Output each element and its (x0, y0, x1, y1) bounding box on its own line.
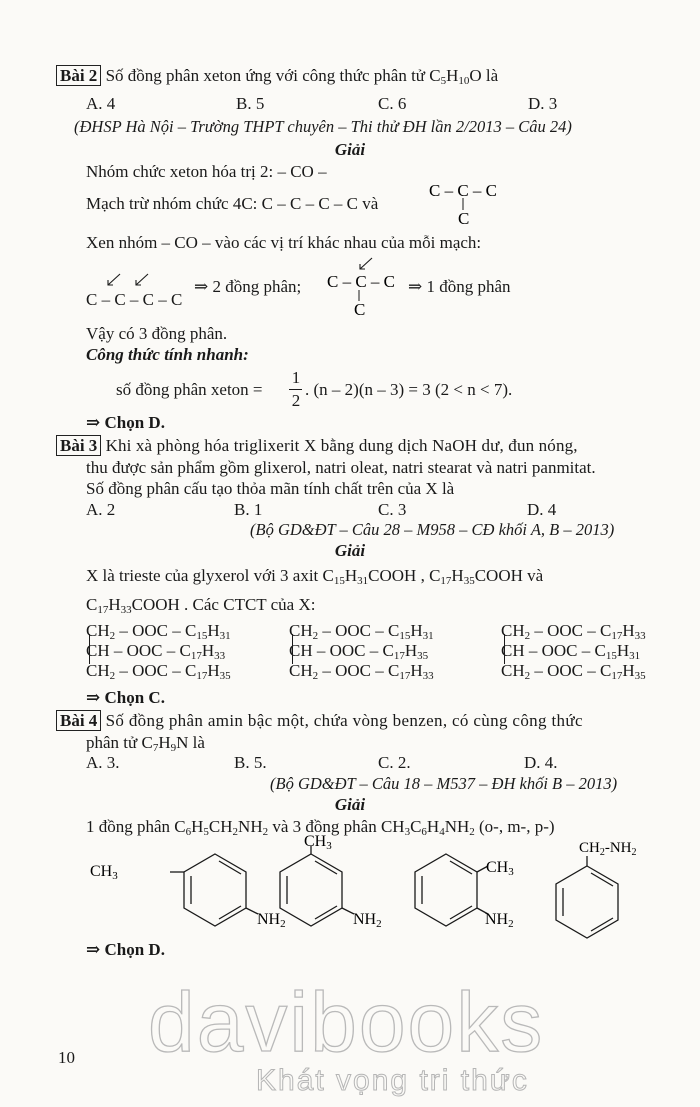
triglyceride-1: $CH_2$ – OOC – $C_{15}H_{31}$ CH – OOC – $C_{17}H_{33}$ $CH_2$ – OOC – $C_{17}H_{35}$ (86, 621, 231, 682)
svg-text:C – C – C: C – C – C (327, 272, 396, 291)
bai2-option-b: B. 5 (236, 94, 265, 113)
bai2-line2: Mạch trừ nhóm chức 4C: C – C – C – C và (86, 194, 379, 213)
bai2-formula-bar (289, 389, 302, 390)
bai4-question-line1: Bài 4 Số đồng phân amin bậc một, chứa vòng benzen, có cùng công thức (56, 711, 583, 731)
p-toluidine-structure (90, 854, 286, 930)
bai2-line1: Nhóm chức xeton hóa trị 2: – CO – (86, 162, 327, 181)
bai4-isomer-structures (60, 832, 700, 942)
triglyceride-2-bond (292, 634, 293, 664)
bai2-answer: ⇒ Chọn D. (86, 413, 165, 432)
bai4-option-d: D. 4. (524, 753, 558, 772)
svg-text:NH2: NH2 (353, 911, 382, 930)
triglyceride-2: $CH_2$ – OOC – $C_{15}H_{31}$ CH – OOC – $C_{17}H_{35}$ $CH_2$ – OOC – $C_{17}H_{33}$ (289, 621, 434, 682)
triglyceride-1-bond (89, 634, 90, 664)
bai2-formula-title: Công thức tính nhanh: (86, 345, 249, 364)
watermark-brand: davibooks (148, 975, 545, 1069)
bai3-source: (Bộ GD&ĐT – Câu 28 – M958 – CĐ khối A, B – 2013) (250, 520, 615, 539)
bai2-giai: Giải (334, 140, 366, 159)
bai4-question-line2: phân tử $C_7H_9N$ là (86, 733, 205, 754)
bai3-solution-line1: X là trieste của glyxerol với 3 axit $C_{15}H_{31}COOH$ , $C_{17}H_{35}COOH$ và (86, 566, 544, 587)
bai2-source: (ĐHSP Hà Nội – Trường THPT chuyên – Thi thử ĐH lần 2/2013 – Câu 24) (74, 117, 572, 136)
bai2-option-c: C. 6 (378, 94, 407, 113)
triglyceride-3-bond (504, 634, 505, 664)
bai2-option-d: D. 3 (528, 94, 558, 113)
svg-text:C – C – C: C – C – C (429, 181, 498, 200)
bai4-source: (Bộ GD&ĐT – Câu 18 – M537 – ĐH khối B – 2013) (270, 774, 618, 793)
bai2-formula-num: 1 (291, 368, 301, 387)
svg-text:CH2-NH2: $CH_2-NH_2$ (579, 840, 637, 858)
bai2-result-a: ⇒ 2 đồng phân; (194, 277, 302, 296)
triglyceride-3: $CH_2$ – OOC – $C_{17}H_{33}$ CH – OOC – $C_{15}H_{31}$ $CH_2$ – OOC – $C_{17}H_{35}$ (501, 621, 646, 682)
bai4-option-c: C. 2. (378, 753, 411, 772)
bai4-giai: Giải (334, 795, 366, 814)
bai2-formula-pre: số đồng phân xeton = (116, 380, 263, 399)
bai4-label: Bài 4 (56, 710, 101, 731)
bai3-option-c: C. 3 (378, 500, 407, 519)
bai3-option-a: A. 2 (86, 500, 116, 519)
watermark-tagline: Khát vọng tri thức (256, 1064, 529, 1097)
bai4-option-b: B. 5. (234, 753, 267, 772)
bai2-question: Bài 2 Số đồng phân xeton ứng với công thức phân tử $C_5H_{10}O$ là (56, 66, 498, 86)
bai3-option-d: D. 4 (527, 500, 557, 519)
svg-text:CH3: CH3 (304, 833, 332, 852)
bai3-option-b: B. 1 (234, 500, 263, 519)
o-toluidine-structure (415, 854, 514, 930)
bai4-answer: ⇒ Chọn D. (86, 940, 165, 959)
bai2-formula-den: 2 (291, 391, 301, 410)
bai3-label: Bài 3 (56, 435, 101, 456)
bai2-line3: Xen nhóm – CO – vào các vị trí khác nhau của mỗi mạch: (86, 233, 482, 252)
svg-text:CH3: CH3 (90, 863, 118, 882)
bai2-label: Bài 2 (56, 65, 101, 86)
bai4-solution-line1: 1 đồng phân $C_6H_5CH_2NH_2$ và 3 đồng phân $CH_3C_6H_4NH_2$ (o-, m-, p-) (86, 817, 555, 838)
bai3-question-line3: Số đồng phân cấu tạo thỏa mãn tính chất trên của X là (86, 479, 455, 498)
benzylamine-structure (556, 840, 637, 938)
svg-text:C: C (458, 209, 470, 228)
bai3-giai: Giải (334, 541, 366, 560)
svg-text:CH3: CH3 (486, 859, 514, 878)
page-number: 10 (58, 1048, 75, 1067)
bai2-result-b: ⇒ 1 đồng phân (408, 277, 511, 296)
svg-text:NH2: NH2 (257, 911, 286, 930)
bai4-option-a: A. 3. (86, 753, 120, 772)
svg-text:C: C (354, 300, 366, 319)
bai3-solution-line2: $C_{17}H_{33}COOH$ . Các CTCT của X: (86, 595, 316, 616)
bai2-chain-b (324, 256, 408, 322)
bai2-chain-a: C – C – C – C (86, 290, 183, 309)
svg-text:NH2: NH2 (485, 911, 514, 930)
bai2-option-a: A. 4 (86, 94, 116, 113)
bai2-conclusion: Vậy có 3 đồng phân. (86, 324, 228, 343)
bai2-branched-chain (426, 180, 506, 228)
bai2-formula-post: . (n – 2)(n – 3) = 3 (2 < n < 7). (305, 380, 513, 399)
bai3-question-line2: thu được sản phẩm gồm glixerol, natri oleat, natri stearat và natri panmitat. (86, 458, 596, 477)
bai3-question-line1: Bài 3 Khi xà phòng hóa triglixerit X bằng dung dịch NaOH dư, đun nóng, (56, 436, 578, 456)
bai3-answer: ⇒ Chọn C. (86, 688, 165, 707)
m-toluidine-structure (280, 833, 382, 930)
